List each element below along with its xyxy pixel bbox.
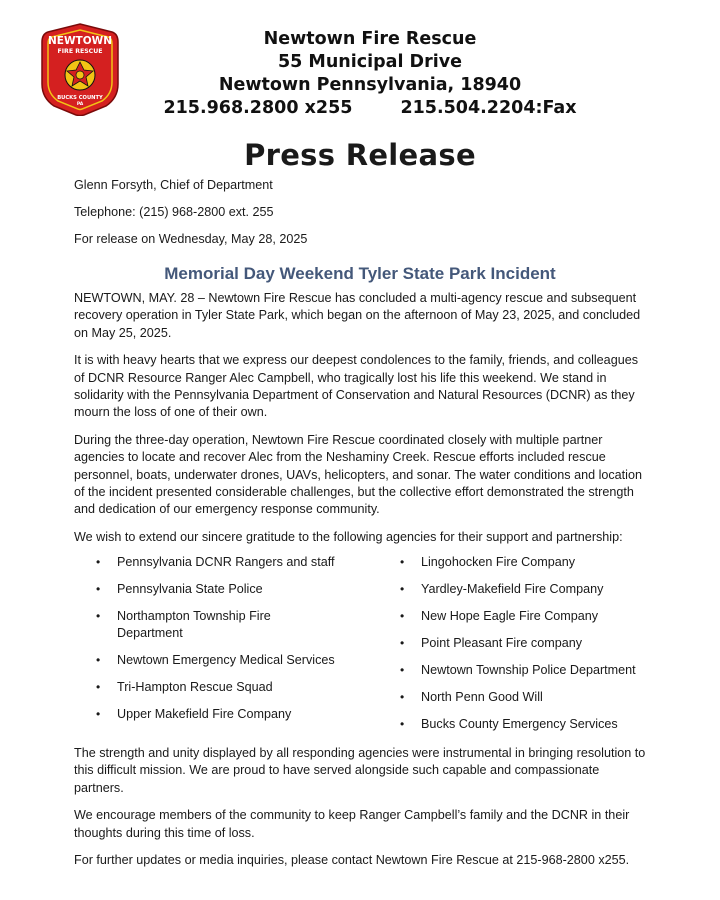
agency-list-right (400, 554, 660, 743)
organization-name: Newtown Fire Rescue (263, 29, 477, 49)
logo-bottom-text: BUCKS COUNTY (57, 95, 103, 101)
bullet: • (96, 582, 101, 596)
list-item (400, 689, 660, 706)
street-address: 55 Municipal Drive (277, 52, 462, 72)
agency-name: Yardley-Makefield Fire Company (421, 582, 604, 596)
bullet: • (96, 680, 101, 694)
fax-number: 215.504.2204:Fax (400, 98, 577, 118)
contact-line (150, 97, 590, 120)
agency-name: New Hope Eagle Fire Company (421, 609, 599, 623)
release-date-line: For release on Wednesday, May 28, 2025 (74, 232, 308, 246)
press-release-headline: Memorial Day Weekend Tyler State Park Incident (164, 264, 556, 283)
paragraph-gratitude: We wish to extend our sincere gratitude to the following agencies for their support and partnership: (74, 529, 623, 544)
paragraph-community: We encourage members of the community to keep Ranger Campbell’s family and the DCNR in their thoughts during this time of loss. (74, 808, 630, 840)
fire-rescue-badge-logo (40, 22, 120, 116)
document-title: Press Release (244, 138, 476, 172)
list-item (400, 662, 660, 679)
agency-name: North Penn Good Will (421, 690, 543, 704)
agency-name: Point Pleasant Fire company (421, 636, 583, 650)
agency-name: Bucks County Emergency Services (421, 717, 618, 731)
agency-name: Northampton Township Fire Department (117, 609, 271, 640)
list-item (400, 581, 660, 598)
paragraph-unity: The strength and unity displayed by all responding agencies were instrumental in bringing resolution to this difficult mission. We are proud to have served alongside such capable and compassionate partners. (74, 746, 646, 795)
telephone-line: Telephone: (215) 968-2800 ext. 255 (74, 205, 274, 219)
logo-middle-text: FIRE RESCUE (57, 48, 103, 55)
logo-bottom-sub: PA (76, 102, 84, 107)
bullet: • (400, 555, 405, 569)
agency-name: Upper Makefield Fire Company (117, 707, 292, 721)
agency-name: Pennsylvania State Police (117, 582, 263, 596)
bullet: • (96, 555, 101, 569)
body-text (74, 290, 650, 556)
bullet: • (400, 609, 405, 623)
agency-name: Tri-Hampton Rescue Squad (117, 680, 273, 694)
agency-name: Newtown Township Police Department (421, 663, 636, 677)
phone-number: 215.968.2800 x255 (163, 98, 353, 118)
paragraph-operation: During the three-day operation, Newtown Fire Rescue coordinated closely with multiple partner agencies to locate and recover Alec from the Neshaminy Creek. Rescue efforts included rescue personnel, boats, underwater drones, UAVs, helicopters, and sonar. The water conditions and location of the incident presented considerable challenges, but the collective effort demonstrated the strength and dedication of our emergency response community. (74, 432, 642, 517)
list-item (96, 608, 346, 642)
logo-top-text: NEWTOWN (48, 35, 112, 47)
agency-name: Newtown Emergency Medical Services (117, 653, 335, 667)
closing-text (74, 745, 650, 879)
bullet: • (96, 707, 101, 721)
list-item (400, 554, 660, 571)
bullet: • (400, 717, 405, 731)
letterhead (0, 0, 720, 130)
paragraph-condolences: It is with heavy hearts that we express our deepest condolences to the family, friends, and colleagues of DCNR Resource Ranger Alec Campbell, who tragically lost his life this weekend. We stand in solidarity with the Pennsylvania Department of Conservation and Natural Resources (DCNR) as they mourn the loss of one of their own. (74, 353, 639, 420)
list-item (400, 608, 660, 625)
agency-name: Lingohocken Fire Company (421, 555, 576, 569)
bullet: • (96, 653, 101, 667)
chief-line: Glenn Forsyth, Chief of Department (74, 178, 273, 192)
list-item (96, 679, 346, 696)
list-item (96, 554, 346, 571)
organization-address-block (150, 28, 590, 120)
agency-name: Pennsylvania DCNR Rangers and staff (117, 555, 335, 569)
paragraph-contact: For further updates or media inquiries, please contact Newtown Fire Rescue at 215-968-2800 x255. (74, 853, 630, 868)
bullet: • (400, 582, 405, 596)
bullet: • (400, 636, 405, 650)
bullet: • (96, 609, 101, 623)
agency-lists (74, 554, 650, 734)
city-state-zip: Newtown Pennsylvania, 18940 (218, 75, 522, 95)
agency-list-left (96, 554, 346, 733)
release-meta (74, 177, 307, 258)
list-item (96, 652, 346, 669)
bullet: • (400, 690, 405, 704)
list-item (400, 635, 660, 652)
paragraph-intro: NEWTOWN, MAY. 28 – Newtown Fire Rescue has concluded a multi-agency rescue and subsequent recovery operation in Tyler State Park, which began on the afternoon of May 23, 2025, and concluded on May 25, 2025. (74, 291, 641, 340)
list-item (400, 716, 660, 733)
bullet: • (400, 663, 405, 677)
list-item (96, 581, 346, 598)
list-item (96, 706, 346, 723)
